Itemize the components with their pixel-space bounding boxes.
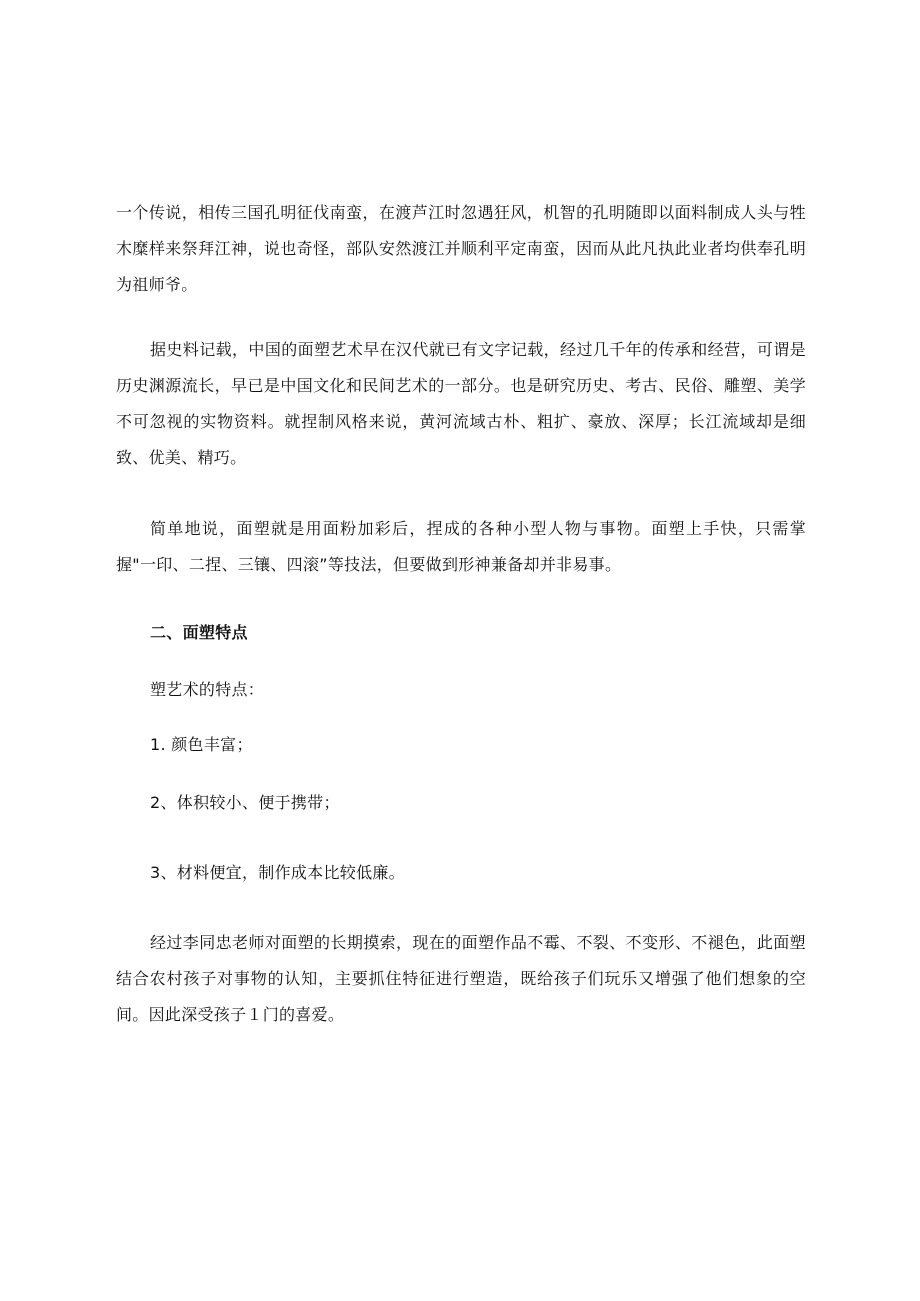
paragraph-history: 据史料记载，中国的面塑艺术早在汉代就已有文字记载，经过几千年的传承和经营，可谓是历史渊源流长，早已是中国文化和民间艺术的一部分。也是研究历史、考古、民俗、雕塑、美学不可忽视的实物资料。就捏制风格来说，黄河流域古朴、粗扩、豪放、深厚；长江流域却是细致、优美、精巧。 [116, 340, 806, 467]
feature-item-1: 1. 颜色丰富； [150, 735, 253, 754]
paragraph-definition: 简单地说，面塑就是用面粉加彩后，捏成的各种小型人物与事物。面塑上手快，只需掌握"一印、二捏、三镶、四滚”等技法，但要做到形神兼备却并非易事。 [116, 519, 806, 574]
paragraph-legend: 一个传说，相传三国孔明征伐南蛮，在渡芦江时忽遇狂风，机智的孔明随即以面料制成人头与牲木糜样来祭拜江神，说也奇怪，部队安然渡江并顺利平定南蛮，因而从此凡执此业者均供奉孔明为祖师爷。 [116, 203, 806, 294]
features-intro: 塑艺术的特点： [150, 680, 265, 699]
paragraph-conclusion: 经过李同忠老师对面塑的长期摸索，现在的面塑作品不霉、不裂、不变形、不褪色，此面塑结合农村孩子对事物的认知，主要抓住特征进行塑造，既给孩子们玩乐又增强了他们想象的空间。因此深受孩子１门的喜爱。 [116, 933, 806, 1024]
feature-item-3: 3、材料便宜，制作成本比较低廉。 [150, 863, 405, 882]
feature-item-2: 2、体积较小、便于携带； [150, 793, 340, 812]
section-heading: 二、面塑特点 [150, 623, 248, 642]
